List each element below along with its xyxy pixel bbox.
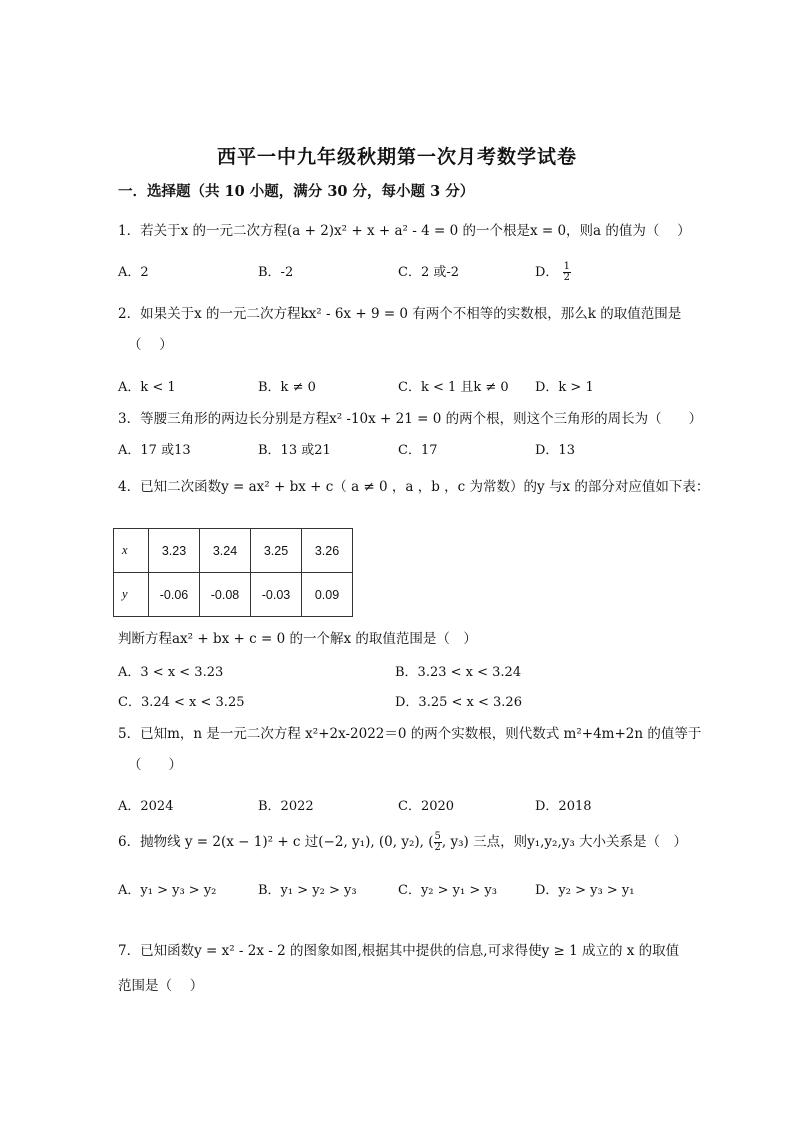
question-6-part-b: , y₃) 三点，则y₁,y₂,y₃ 大小关系是（ ）	[441, 834, 688, 850]
q1-option-d-fraction	[563, 262, 571, 283]
question-6-text	[118, 830, 687, 853]
question-6-part-a: 6．抛物线 y = 2(x − 1)² + c 过(−2, y₁), (0, y₂), (	[118, 834, 434, 850]
table-cell: 0.09	[302, 573, 353, 617]
q6-fraction	[434, 832, 442, 853]
question-7-text: 7．已知函数y = x² - 2x - 2 的图象如图,根据其中提供的信息,可求得使y ≥ 1 成立的 x 的取值	[118, 943, 680, 959]
q1-option-b: B．-2	[258, 265, 294, 280]
fraction-numerator: 5	[434, 831, 441, 842]
q3-option-d: D．13	[535, 443, 575, 458]
question-4-followup: 判断方程ax² + bx + c = 0 的一个解x 的取值范围是（ ）	[118, 631, 477, 647]
q2-option-b: B．k ≠ 0	[258, 380, 316, 395]
table-cell: -0.03	[251, 573, 302, 617]
fraction-denominator: 2	[563, 272, 570, 283]
page-title: 西平一中九年级秋期第一次月考数学试卷	[216, 146, 577, 168]
q5-option-a: A．2024	[118, 799, 174, 814]
question-7-line2: 范围是（ ）	[118, 978, 204, 994]
question-3-text: 3．等腰三角形的两边长分别是方程x² -10x + 21 = 0 的两个根，则这个三角形的周长为（ ）	[118, 411, 703, 427]
table-cell: -0.08	[200, 573, 251, 617]
table-row-y	[114, 573, 353, 617]
question-5-text: 5．已知m，n 是一元二次方程 x²+2x-2022＝0 的两个实数根，则代数式 m²+4m+2n 的值等于	[118, 726, 702, 742]
q1-option-a: A．2	[118, 265, 149, 280]
q2-option-d: D．k > 1	[535, 380, 594, 395]
q6-option-c: C．y₂ > y₁ > y₃	[398, 883, 497, 898]
q6-option-a: A．y₁ > y₃ > y₂	[118, 883, 217, 898]
question-2-text: 2．如果关于x 的一元二次方程kx² - 6x + 9 = 0 有两个不相等的实数根，那么k 的取值范围是	[118, 306, 682, 322]
question-2-bracket: （ ）	[128, 337, 173, 353]
q3-option-a: A．17 或13	[118, 443, 191, 458]
q4-option-c: C．3.24 < x < 3.25	[118, 695, 245, 710]
table-cell: 3.26	[302, 529, 353, 573]
question-4-text: 4．已知二次函数y = ax² + bx + c（ a ≠ 0 ，a ，b ，c 为常数）的y 与x 的部分对应值如下表：	[118, 479, 710, 495]
q4-option-d: D．3.25 < x < 3.26	[395, 695, 522, 710]
q1-option-c: C．2 或-2	[398, 265, 460, 280]
table-header-x: x	[114, 529, 149, 573]
q2-option-a: A．k < 1	[118, 380, 176, 395]
q5-option-c: C．2020	[398, 799, 455, 814]
q1-option-d-label: D．	[535, 265, 559, 280]
q3-option-c: C．17	[398, 443, 438, 458]
fraction-denominator: 2	[434, 842, 441, 853]
table-cell: 3.24	[200, 529, 251, 573]
q6-option-d: D．y₂ > y₃ > y₁	[535, 883, 635, 898]
q5-option-b: B．2022	[258, 799, 314, 814]
q4-option-a: A．3 < x < 3.23	[118, 665, 224, 680]
section-heading: 一．选择题（共 10 小题，满分 30 分，每小题 3 分）	[118, 183, 475, 200]
q4-option-b: B．3.23 < x < 3.24	[395, 665, 522, 680]
q1-option-d	[535, 261, 571, 283]
table-header-y: y	[114, 573, 149, 617]
q3-option-b: B．13 或21	[258, 443, 331, 458]
table-cell: 3.25	[251, 529, 302, 573]
question-1-text: 1．若关于x 的一元二次方程(a + 2)x² + x + a² - 4 = 0 的一个根是x = 0，则a 的值为（ ）	[118, 223, 691, 239]
q6-option-b: B．y₁ > y₂ > y₃	[258, 883, 357, 898]
fraction-numerator: 1	[563, 261, 570, 272]
value-table	[113, 528, 353, 617]
table-row-x	[114, 529, 353, 573]
q2-option-c: C．k < 1 且k ≠ 0	[398, 380, 509, 395]
table-cell: 3.23	[149, 529, 200, 573]
question-5-bracket: （ ）	[128, 757, 182, 773]
table-cell: -0.06	[149, 573, 200, 617]
q5-option-d: D．2018	[535, 799, 592, 814]
